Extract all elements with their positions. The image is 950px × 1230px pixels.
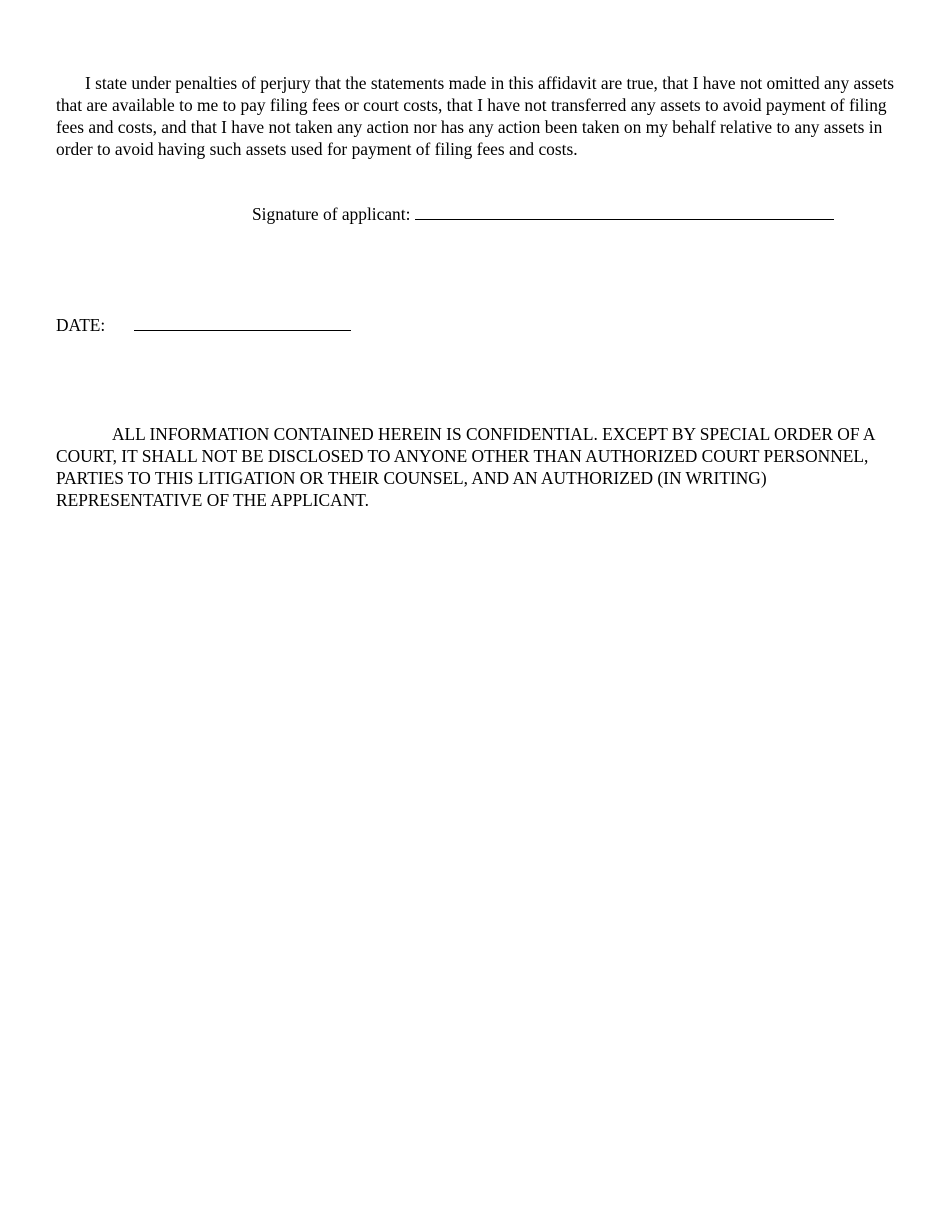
- date-row: [56, 314, 351, 336]
- date-field[interactable]: [134, 314, 351, 331]
- signature-label: Signature of applicant:: [252, 204, 411, 224]
- confidentiality-notice: ALL INFORMATION CONTAINED HEREIN IS CONFIDENTIAL. EXCEPT BY SPECIAL ORDER OF A COURT, IT SHALL NOT BE DISCLOSED TO ANYONE OTHER THAN AUTHORIZED COURT PERSONNEL, PARTIES TO THIS LITIGATION OR THEIR COUNSEL, AND AN AUTHORIZED (IN WRITING) REPRESENTATIVE OF THE APPLICANT.: [56, 424, 875, 510]
- signature-field[interactable]: [415, 203, 834, 220]
- signature-row: [252, 203, 834, 225]
- perjury-statement: I state under penalties of perjury that the statements made in this affidavit are true, that I have not omitted any assets that are available to me to pay filing fees or court costs, that I have not transferred any assets to avoid payment of filing fees and costs, and that I have not taken any action nor has any action been taken on my behalf relative to any assets in order to avoid having such assets used for payment of filing fees and costs.: [56, 73, 895, 159]
- date-label: DATE:: [56, 315, 106, 335]
